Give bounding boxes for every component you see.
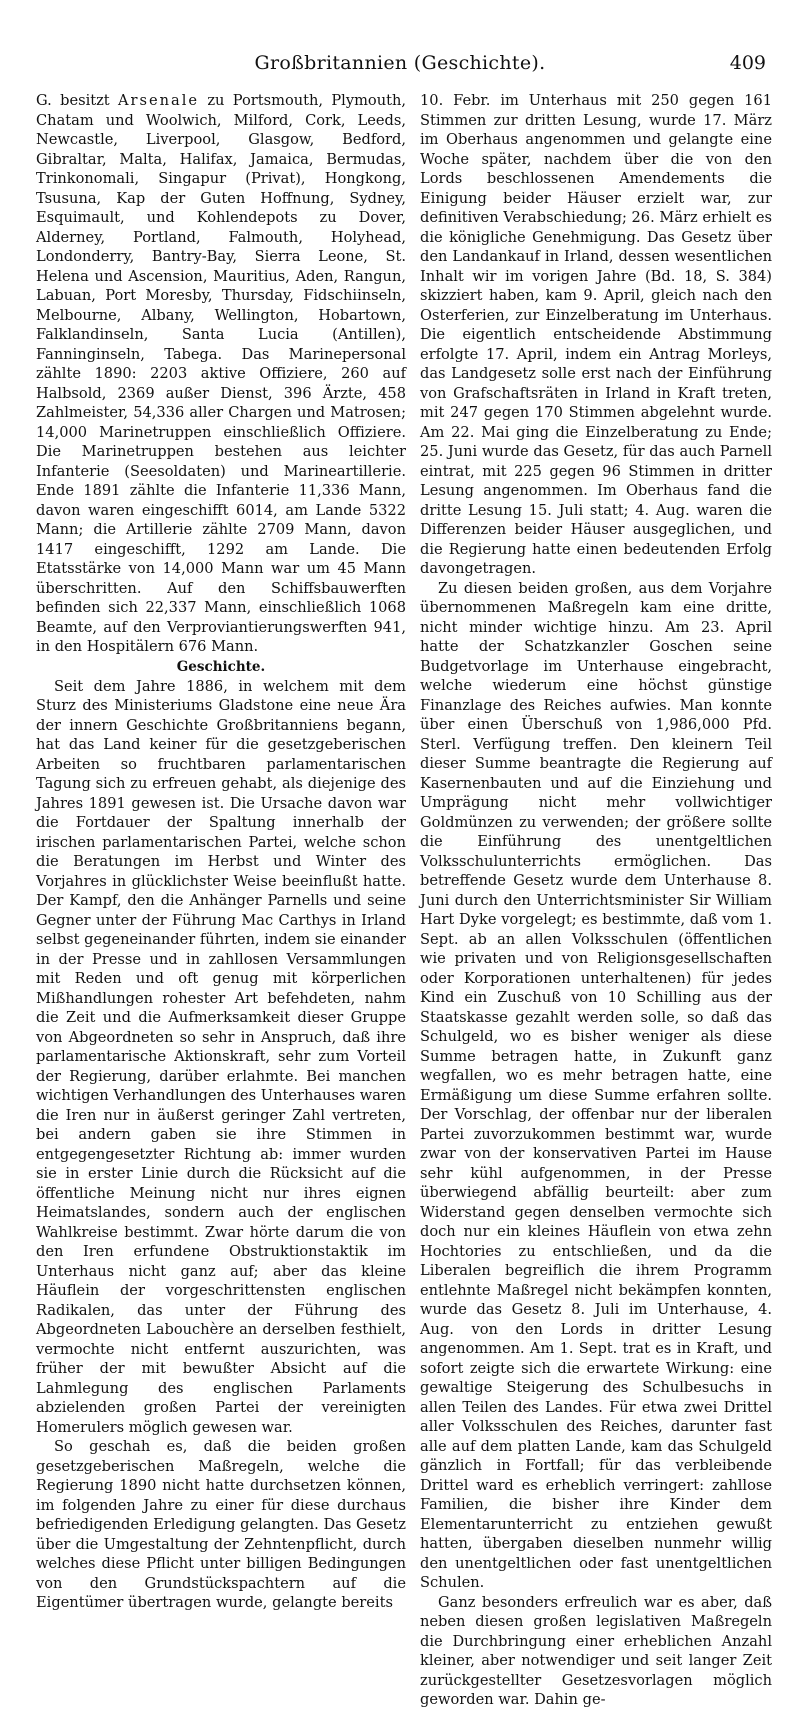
- paragraph-lead: G. besitzt: [36, 92, 118, 109]
- paragraph-body: zu Portsmouth, Plymouth, Chatam und Woolwich, Milford, Cork, Leeds, Newcastle, Liverpool, Glasgow, Bedford, Gibraltar, Malta, Halifax, Jamaica, Bermudas, Trinkonomali, Singapur (Privat), Hongkong, Tsusuna, Kap der Guten Hoffnung, Sydney, Esquimault, und Kohlendepots zu Dover, Alderney, Portland, Falmouth, Holyhead, Londonderry, Bantry-Bay, Sierra Leone, St. Helena und Ascension, Mauritius, Aden, Rangun, Labuan, Port Moresby, Thursday, Fidschiinseln, Melbourne, Albany, Wellington, Hobartown, Falklandinseln, Santa Lucia (Antillen), Fanninginseln, Tabega. Das Marinepersonal zählte 1890: 2203 aktive Offiziere, 260 auf Halbsold, 2369 außer Dienst, 396 Ärzte, 458 Zahlmeister, 54,336 aller Chargen und Matrosen; 14,000 Marinetruppen einschließlich Offiziere. Die Marinetruppen bestehen aus leichter Infanterie (Seesoldaten) und Marineartillerie. Ende 1891 zählte die Infanterie 11,336 Mann, davon waren eingeschifft 6014, am Lande 5322 Mann; die Artillerie zählte 2709 Mann, davon 1417 eingeschifft, 1292 am Lande. Die Etatsstärke von 14,000 Mann war um 45 Mann überschritten. Auf den Schiffsbauwerften befinden sich 22,337 Mann, einschließlich 1068 Beamte, auf den Verproviantierungswerften 941, in den Hospitälern 676 Mann.: [36, 92, 407, 655]
- paragraph-legislation: So geschah es, daß die beiden großen gesetzgeberischen Maßregeln, welche die Regierung 1890 nicht hatte durchsetzen können, im folgenden Jahre zu einer für diese durchaus befriedigenden Erledigung gelangten. Das Gesetz über die Umgestaltung der Zehntenpflicht, durch welches diese Pflicht unter billigen Bedingungen von den Grundstückspachtern auf die Eigentümer übertragen wurde, gelangte bereits: [36, 1438, 406, 1611]
- paragraph-arsenale: [36, 91, 406, 657]
- paragraph-continuation: 10. Febr. im Unterhaus mit 250 gegen 161 Stimmen zur dritten Lesung, wurde 17. März im Oberhaus angenommen und gelangte eine Woche später, nachdem über die von den Lords beschlossenen Amendements die Einigung beider Häuser erzielt war, zur definitiven Verabschiedung; 26. März erhielt es die königliche Genehmigung. Das Gesetz über den Landankauf in Irland, dessen wesentlichen Inhalt wir im vorigen Jahre (Bd. 18, S. 384) skizziert haben, kam 9. April, gleich nach den Osterferien, zur Einzelberatung im Unterhaus. Die eigentlich entscheidende Abstimmung erfolgte 17. April, indem ein Antrag Morleys, das Landgesetz solle erst nach der Einführung von Grafschaftsräten in Irland in Kraft treten, mit 247 gegen 170 Stimmen abgelehnt wurde. Am 22. Mai ging die Einzelberatung zu Ende; 25. Juni wurde das Gesetz, für das auch Parnell eintrat, mit 225 gegen 96 Stimmen in dritter Lesung angenommen. Im Oberhaus fand die dritte Lesung 15. Juli statt; 4. Aug. waren die Differenzen beider Häuser ausgeglichen, und die Regierung hatte einen bedeutenden Erfolg davongetragen.: [420, 92, 772, 577]
- page-number: 409: [729, 52, 766, 74]
- paragraph-budget: Zu diesen beiden großen, aus dem Vorjahre übernommenen Maßregeln kam eine dritte, nicht minder wichtige hinzu. Am 23. April hatte der Schatzkanzler Goschen seine Budgetvorlage im Unterhause eingebracht, welche wiederum eine höchst günstige Finanzlage des Reiches aufwies. Man konnte über einen Überschuß von 1,986,000 Pfd. Sterl. Verfügung treffen. Den kleinern Teil dieser Summe beantragte die Regierung auf Kasernenbauten und auf die Einziehung und Umprägung nicht mehr vollwichtiger Goldmünzen zu verwenden; der größere sollte die Einführung des unentgeltlichen Volksschulunterrichts ermöglichen. Das betreffende Gesetz wurde dem Unterhause 8. Juni durch den Unterrichtsminister Sir William Hart Dyke vorgelegt; es bestimmte, daß vom 1. Sept. ab an allen Volksschulen (öffentlichen wie privaten und von Religionsgesellschaften oder Korporationen unterhaltenen) für jedes Kind ein Zuschuß von 10 Schilling aus der Staatskasse gezahlt werden solle, so daß das Schulgeld, wo es bisher weniger als diese Summe betragen hatte, in Zukunft ganz wegfallen, wo es mehr betragen hatte, eine Ermäßigung um diese Summe erfahren sollte. Der Vorschlag, der offenbar nur der liberalen Partei zuvorzukommen bestimmt war, wurde zwar von der konservativen Partei im Hause sehr kühl aufgenommen, in der Presse überwiegend abfällig beurteilt: aber zum Widerstand gegen denselben vermochte sich doch nur ein kleines Häuflein von etwa zehn Hochtories zu entschließen, und da die Liberalen begreiflich die ihrem Programm entlehnte Maßregel nicht bekämpfen konnten, wurde das Gesetz 8. Juli im Unterhause, 4. Aug. von den Lords in dritter Lesung angenommen. Am 1. Sept. trat es in Kraft, und sofort zeigte sich die erwartete Wirkung: eine gewaltige Steigerung des Schulbesuchs in allen Teilen des Landes. Für etwa zwei Drittel aller Volksschulen des Reiches, darunter fast alle auf dem platten Lande, kam das Schulgeld gänzlich in Fortfall; für das verbleibende Drittel ward es erheblich verringert: zahllose Familien, die bisher ihre Kinder dem Elementarunterricht zu entziehen gewußt hatten, übergaben dieselben nunmehr willig den unentgeltlichen oder fast unentgeltlichen Schulen.: [420, 579, 772, 1591]
- left-column: [36, 91, 406, 1613]
- section-heading: Geschichte.: [176, 658, 266, 675]
- running-title: Großbritannien (Geschichte).: [254, 52, 546, 74]
- right-column: [420, 91, 772, 1710]
- emphasized-term: Arsenale: [117, 92, 200, 109]
- paragraph-history: Seit dem Jahre 1886, in welchem mit dem Sturz des Ministeriums Gladstone eine neue Ära der innern Geschichte Großbritanniens begann, hat das Land keiner für die gesetzgeberischen Arbeiten so fruchtbaren parlamentarischen Tagung sich zu erfreuen gehabt, als diejenige des Jahres 1891 gewesen ist. Die Ursache davon war die Fortdauer der Spaltung innerhalb der irischen parlamentarischen Partei, welche schon die Beratungen im Herbst und Winter des Vorjahres in glücklichster Weise beeinflußt hatte. Der Kampf, den die Anhänger Parnells und seine Gegner unter der Führung Mac Carthys in Irland selbst gegeneinander führten, indem sie einander in der Presse und in zahllosen Versammlungen mit Reden und oft genug mit körperlichen Mißhandlungen rohester Art befehdeten, nahm die Zeit und die Aufmerksamkeit dieser Gruppe von Abgeordneten so sehr in Anspruch, daß ihre parlamentarische Aktionskraft, sehr zum Vorteil der Regierung, darüber erlahmte. Bei manchen wichtigen Verhandlungen des Unterhauses waren die Iren nur in äußerst geringer Zahl vertreten, bei andern gaben sie ihre Stimmen in entgegengesetzter Richtung ab: immer wurden sie in erster Linie durch die Rücksicht auf die öffentliche Meinung nicht nur ihres eignen Heimatslandes, sondern auch der englischen Wahlkreise bestimmt. Zwar hörte darum die von den Iren erfundene Obstruktionstaktik im Unterhaus nicht ganz auf; aber das kleine Häuflein der vorgeschrittensten englischen Radikalen, das unter der Führung des Abgeordneten Labouchère an derselben festhielt, vermochte nicht entfernt auszurichten, was früher der mit bewußter Absicht auf die Lahmlegung des englischen Parlaments abzielenden großen Partei der vereinigten Homerulers möglich gewesen war.: [36, 677, 406, 1436]
- paragraph-minor-laws: Ganz besonders erfreulich war es aber, daß neben diesen großen legislativen Maßregeln die Durchbringung einer erheblichen Anzahl kleiner, aber notwendiger und seit langer Zeit zurückgestellter Gesetzesvorlagen möglich geworden war. Dahin ge-: [420, 1593, 772, 1708]
- page-header: [0, 52, 800, 82]
